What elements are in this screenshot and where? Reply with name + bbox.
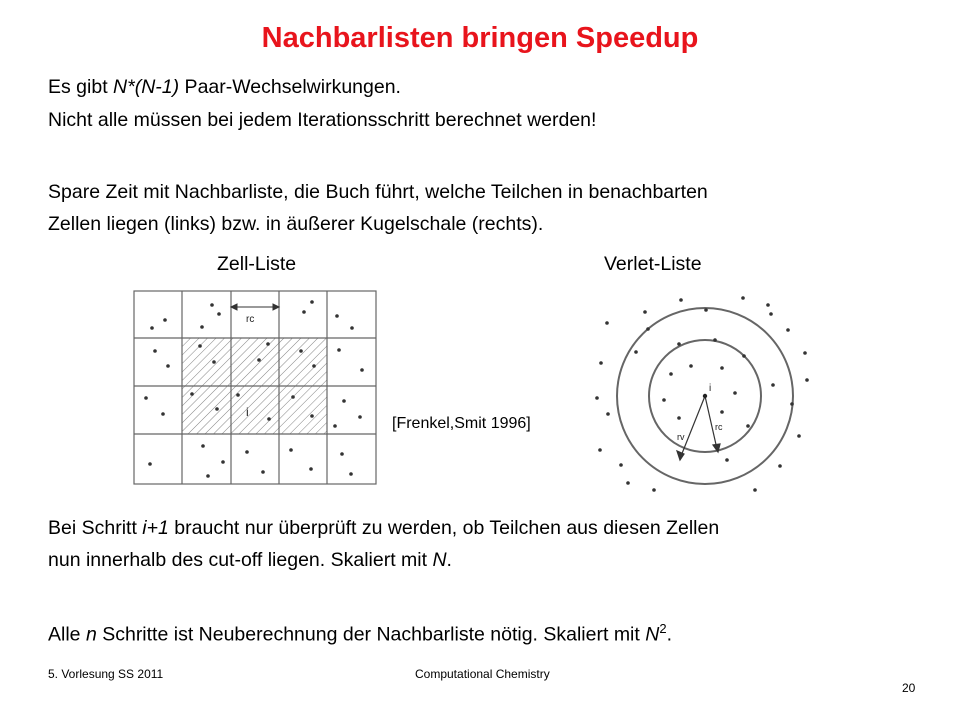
alle-mid: Schritte ist Neuberechnung der Nachbarliste nötig. Skaliert mit: [96, 623, 646, 646]
spare-line-1: Spare Zeit mit Nachbarliste, die Buch führt, welche Teilchen in benachbarten: [48, 181, 708, 203]
slide-title: Nachbarlisten bringen Speedup: [261, 22, 699, 54]
alle-post: .: [666, 623, 672, 646]
rc-dimension-arrow: [231, 304, 279, 310]
intro-line-1: [48, 76, 401, 99]
intro-line-1-post: Paar-Wechselwirkungen.: [179, 76, 401, 98]
cell-i-label: i: [246, 405, 249, 419]
alle-line: [48, 621, 672, 647]
schritt-line-1-post: braucht nur überprüft zu werden, ob Teilchen aus diesen Zellen: [168, 517, 720, 539]
N-variable: N: [645, 623, 660, 646]
intro-line-2: Nicht alle müssen bei jedem Iterationsschritt berechnet werden!: [48, 109, 597, 131]
verlet-rc-label: rc: [715, 422, 723, 432]
exponent: 2: [659, 621, 667, 636]
spare-line-2: Zellen liegen (links) bzw. in äußerer Kugelschale (rechts).: [48, 213, 544, 235]
central-particle: [703, 394, 707, 398]
verlet-rv-label: rv: [677, 432, 685, 442]
verlet-i-label: i: [709, 383, 712, 394]
cell-list-diagram: [130, 288, 390, 488]
schritt-line-1-pre: Bei Schritt: [48, 517, 143, 539]
schritt-line-2-pre: nun innerhalb des cut-off liegen. Skaliert mit: [48, 549, 433, 571]
alle-pre: Alle: [48, 623, 86, 646]
particle-dots: [595, 296, 809, 492]
intro-line-1-pre: Es gibt: [48, 76, 114, 98]
verlet-list-label: Verlet-Liste: [604, 253, 702, 275]
scaling-variable: N: [432, 549, 447, 571]
n-variable: n: [85, 623, 97, 646]
page-number: 20: [902, 681, 916, 695]
schritt-line-2-post: .: [446, 549, 452, 571]
pair-count-formula: N*(N-1): [113, 76, 180, 98]
schritt-line-2: [48, 549, 452, 572]
schritt-line-1: [48, 517, 719, 540]
citation: [Frenkel,Smit 1996]: [392, 415, 531, 432]
footer-course: Computational Chemistry: [415, 667, 550, 681]
cell-rc-label: rc: [246, 314, 255, 325]
cell-list-label: Zell-Liste: [217, 253, 297, 275]
verlet-list-diagram: [585, 290, 825, 490]
footer-lecture: 5. Vorlesung SS 2011: [48, 667, 164, 681]
step-variable: i+1: [142, 517, 169, 539]
